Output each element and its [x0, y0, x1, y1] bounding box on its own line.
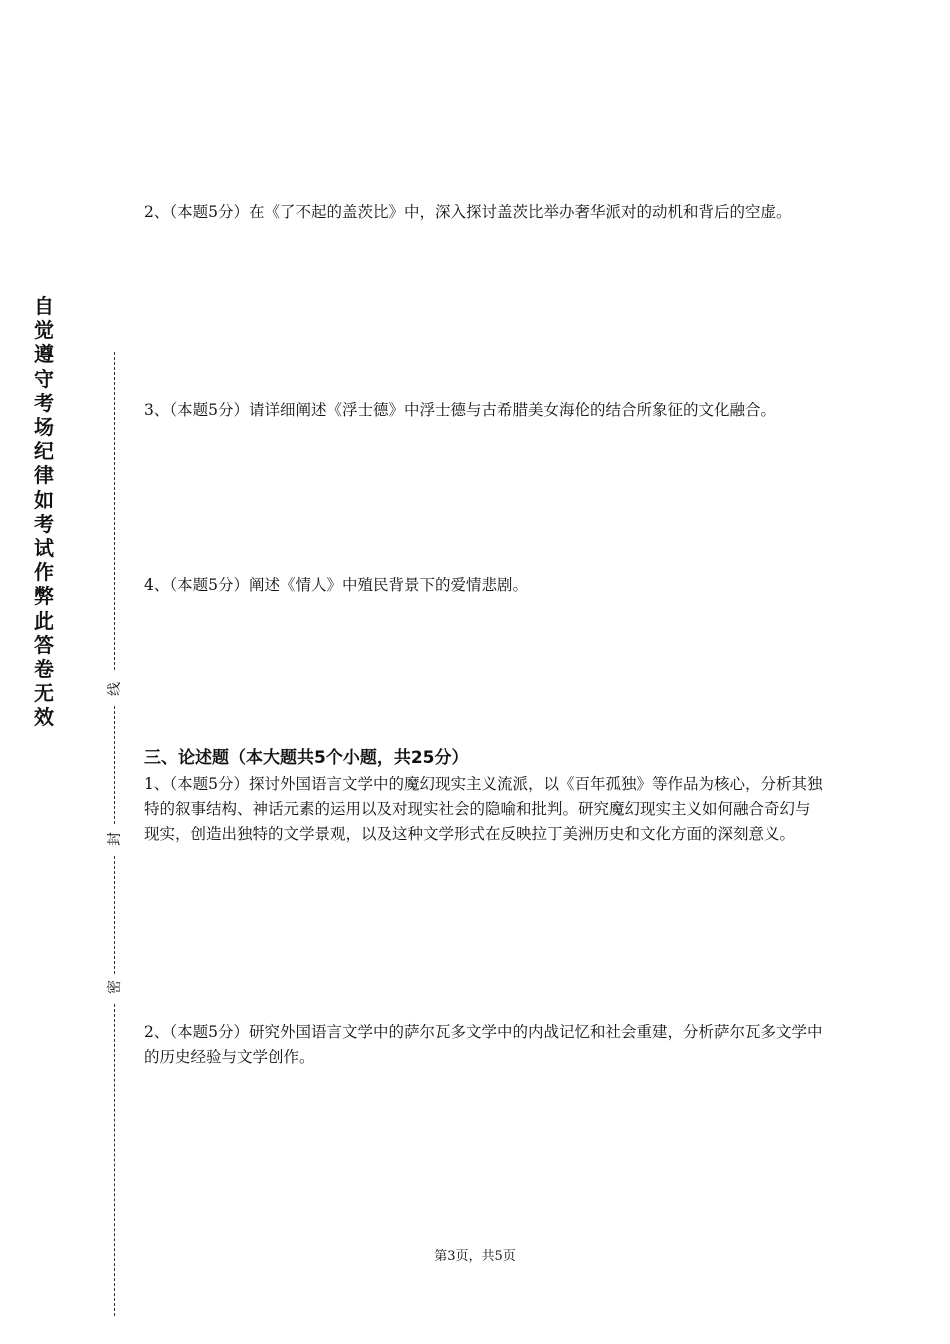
binding-dashed-line [114, 1004, 115, 1316]
binding-warning-text: 自觉遵守考场纪律如考试作弊此答卷无效 [34, 294, 54, 730]
question-3: 3、（本题5分）请详细阐述《浮士德》中浮士德与古希腊美女海伦的结合所象征的文化融合。 [144, 401, 776, 419]
section-title: 三、论述题（本大题共5个小题，共25分） [144, 748, 469, 768]
binding-mark-seal: 封 [107, 832, 123, 846]
binding-dashed-line [114, 856, 115, 974]
binding-dashed-line [114, 352, 115, 670]
page-number: 第3页，共5页 [434, 1249, 516, 1264]
question-4: 4、（本题5分）阐述《情人》中殖民背景下的爱情悲剧。 [144, 576, 528, 594]
essay-question-1: 1、（本题5分）探讨外国语言文学中的魔幻现实主义流派，以《百年孤独》等作品为核心，分析其独特的叙事结构、神话元素的运用以及对现实社会的隐喻和批判。研究魔幻现实主义如何融合奇幻与现实，创造出独特的文学景观，以及这种文学形式在反映拉丁美洲历史和文化方面的深刻意义。 [144, 775, 823, 843]
binding-mark-secret: 密 [107, 980, 123, 994]
binding-mark-line: 线 [107, 682, 123, 696]
binding-dashed-line [114, 706, 115, 824]
question-2: 2、（本题5分）在《了不起的盖茨比》中，深入探讨盖茨比举办奢华派对的动机和背后的空虚。 [144, 203, 792, 221]
essay-question-2: 2、（本题5分）研究外国语言文学中的萨尔瓦多文学中的内战记忆和社会重建，分析萨尔瓦多文学中的历史经验与文学创作。 [144, 1023, 823, 1066]
